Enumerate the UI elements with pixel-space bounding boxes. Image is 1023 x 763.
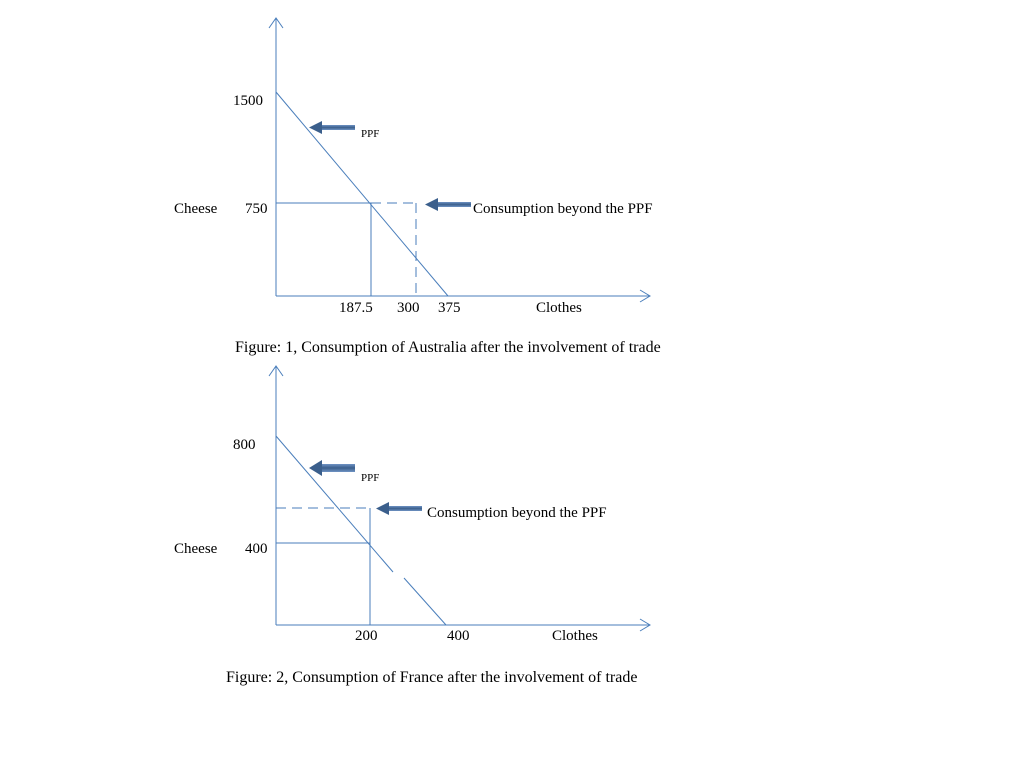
fig1-y-label: Cheese — [174, 201, 218, 217]
fig2-ppf-arrow-icon — [309, 460, 355, 476]
fig2-xtick-200: 200 — [355, 628, 378, 644]
figure-1 — [174, 18, 661, 356]
fig2-ppf-line-lower — [404, 578, 446, 625]
fig2-ytick-400: 400 — [245, 541, 268, 557]
fig2-ppf-line-upper — [276, 436, 393, 572]
fig1-ppf-line — [276, 92, 448, 296]
fig1-ppf-arrow-icon — [309, 121, 355, 134]
fig2-y-label: Cheese — [174, 541, 218, 557]
fig1-x-label: Clothes — [536, 300, 582, 316]
fig2-x-label: Clothes — [552, 628, 598, 644]
fig1-consumption-arrow-icon — [425, 198, 471, 211]
figure-2 — [174, 366, 650, 686]
fig1-ytick-1500: 1500 — [233, 93, 263, 109]
fig1-caption: Figure: 1, Consumption of Australia after the involvement of trade — [235, 339, 661, 356]
fig2-consumption-arrow-icon — [376, 502, 422, 515]
fig1-ytick-750: 750 — [245, 201, 268, 217]
fig2-caption: Figure: 2, Consumption of France after the involvement of trade — [226, 669, 638, 686]
fig2-xtick-400: 400 — [447, 628, 470, 644]
fig2-consumption-label: Consumption beyond the PPF — [427, 505, 607, 521]
fig2-ppf-label: PPF — [361, 472, 380, 484]
fig1-xtick-300: 300 — [397, 300, 420, 316]
fig2-ytick-800: 800 — [233, 437, 256, 453]
fig1-consumption-label: Consumption beyond the PPF — [473, 201, 653, 217]
fig1-xtick-375: 375 — [438, 300, 461, 316]
fig1-xtick-187-5: 187.5 — [339, 300, 373, 316]
fig1-ppf-label: PPF — [361, 128, 380, 140]
